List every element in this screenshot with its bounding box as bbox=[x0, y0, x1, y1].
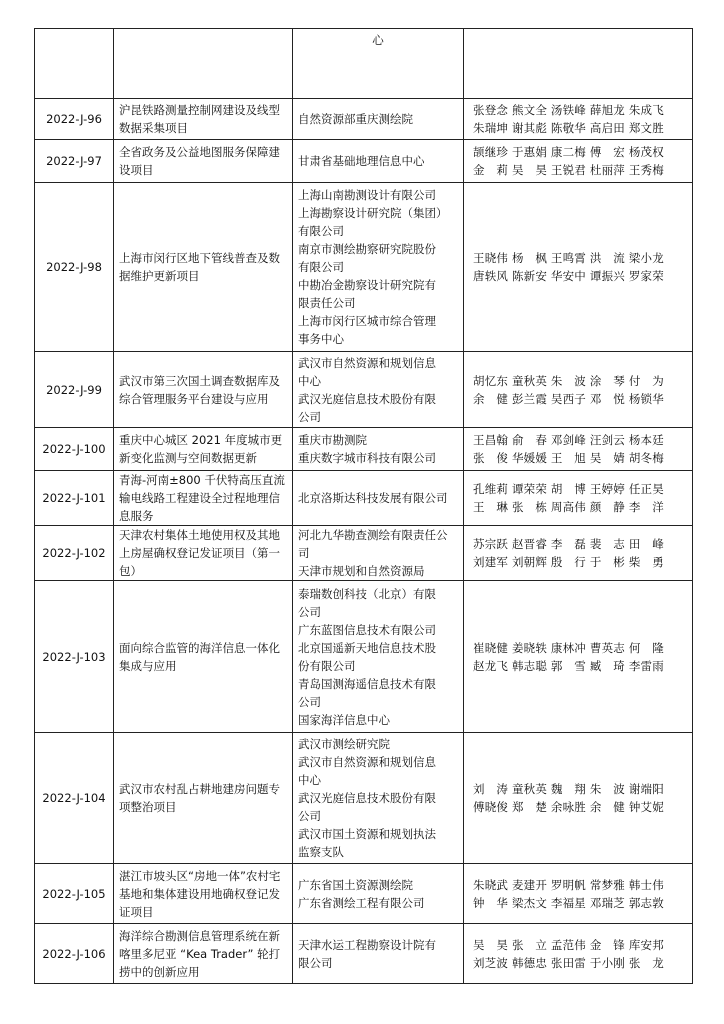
organization-name: 武汉市自然资源和规划信息 中心 bbox=[298, 755, 436, 787]
member-names-line: 张 俊 华媛媛 王 旭 吴 婧 胡冬梅 bbox=[473, 451, 664, 465]
organization-name: 心 bbox=[372, 33, 384, 47]
organization-name: 北京洛斯达科技发展有限公司 bbox=[298, 491, 448, 505]
member-names-line: 刘 涛 童秋英 魏 翔 朱 波 谢端阳 bbox=[473, 782, 664, 796]
project-name: 面向综合监管的海洋信息一体化集成与应用 bbox=[114, 581, 293, 733]
member-names-line: 余 健 彭兰霞 吴西子 邓 悦 杨锁华 bbox=[473, 391, 664, 406]
members-cell bbox=[464, 924, 693, 984]
organization-name: 甘肃省基础地理信息中心 bbox=[298, 154, 425, 168]
organization-name: 自然资源部重庆测绘院 bbox=[298, 112, 413, 126]
table-row bbox=[35, 29, 693, 99]
project-name: 天津农村集体土地使用权及其地上房屋确权登记发证项目（第一包） bbox=[114, 526, 293, 581]
project-name: 上海市闵行区地下管线普查及数据维护更新项目 bbox=[114, 183, 293, 352]
member-names-line: 颉继珍 于惠娟 康二梅 傅 宏 杨茂权 bbox=[473, 145, 664, 159]
table-row bbox=[35, 352, 693, 428]
member-names-line: 张登念 熊文全 汤铁峰 薛旭龙 朱成飞 bbox=[473, 103, 664, 117]
organization-name: 天津水运工程勘察设计院有 限公司 bbox=[298, 937, 436, 970]
members-cell bbox=[464, 183, 693, 352]
table-row bbox=[35, 581, 693, 733]
organizations-cell bbox=[293, 864, 464, 924]
members-cell bbox=[464, 526, 693, 581]
organization-name: 武汉市测绘研究院 bbox=[298, 737, 390, 751]
project-id: 2022-J-97 bbox=[35, 140, 114, 183]
organization-name: 武汉市国土资源和规划执法 监察支队 bbox=[298, 827, 436, 859]
member-names-line: 金 莉 吴 昊 王锐君 杜丽萍 王秀梅 bbox=[473, 163, 664, 177]
organization-name: 重庆市勘测院 bbox=[298, 433, 367, 447]
member-names-line: 胡忆东 童秋英 朱 波 涂 琴 付 为 bbox=[473, 373, 664, 388]
organizations-cell bbox=[293, 428, 464, 471]
organizations-cell bbox=[293, 140, 464, 183]
organizations-cell bbox=[293, 183, 464, 352]
member-names-line: 刘芝波 韩德忠 张田雷 于小刚 张 龙 bbox=[473, 955, 664, 970]
members-cell bbox=[464, 864, 693, 924]
member-names-line: 唐轶风 陈新安 华安中 谭振兴 罗家荣 bbox=[473, 269, 664, 283]
organization-name: 广东省国土资源测绘院 bbox=[298, 877, 413, 892]
table-row bbox=[35, 183, 693, 352]
organizations-cell bbox=[293, 99, 464, 140]
organizations-cell bbox=[293, 471, 464, 526]
organizations-cell bbox=[293, 924, 464, 984]
project-id: 2022-J-100 bbox=[35, 428, 114, 471]
project-id: 2022-J-101 bbox=[35, 471, 114, 526]
organization-name: 青岛国测海遥信息技术有限 公司 bbox=[298, 676, 436, 709]
member-names-line: 赵龙飞 韩志聪 郭 雪 臧 琦 李雷雨 bbox=[473, 658, 664, 673]
organizations-cell bbox=[293, 29, 464, 99]
project-id: 2022-J-106 bbox=[35, 924, 114, 984]
organizations-cell bbox=[293, 733, 464, 864]
organization-name: 泰瑞数创科技（北京）有限 公司 bbox=[298, 586, 436, 619]
project-name: 武汉市农村乱占耕地建房问题专项整治项目 bbox=[114, 733, 293, 864]
table-row bbox=[35, 140, 693, 183]
members-cell bbox=[464, 428, 693, 471]
member-names-line: 傅晓俊 郑 楚 余咏胜 余 健 钟艾妮 bbox=[473, 800, 664, 814]
members-cell bbox=[464, 29, 693, 99]
project-name: 重庆中心城区 2021 年度城市更新变化监测与空间数据更新 bbox=[114, 428, 293, 471]
members-cell bbox=[464, 471, 693, 526]
organization-name: 上海山南勘测设计有限公司 bbox=[298, 188, 436, 202]
project-id: 2022-J-102 bbox=[35, 526, 114, 581]
project-id bbox=[35, 29, 114, 99]
member-names-line: 孔维莉 谭荣荣 胡 博 王婷婷 任正昊 bbox=[473, 482, 664, 496]
organization-name: 重庆数字城市科技有限公司 bbox=[298, 451, 436, 465]
member-names-line: 刘建军 刘朝辉 殷 行 于 彬 柴 勇 bbox=[473, 555, 664, 569]
project-name: 青海-河南±800 千伏特高压直流输电线路工程建设全过程地理信息服务 bbox=[114, 471, 293, 526]
member-names-line: 苏宗跃 赵晋睿 李 磊 裴 志 田 峰 bbox=[473, 537, 664, 551]
organizations-cell bbox=[293, 526, 464, 581]
project-id: 2022-J-99 bbox=[35, 352, 114, 428]
organization-name: 中勘冶金勘察设计研究院有 限责任公司 bbox=[298, 278, 436, 310]
table-row bbox=[35, 526, 693, 581]
table-row bbox=[35, 864, 693, 924]
member-names-line: 王晓伟 杨 枫 王鸣霄 洪 流 梁小龙 bbox=[473, 251, 664, 265]
member-names-line: 吴 昊 张 立 孟范伟 金 锋 库安邦 bbox=[473, 937, 664, 952]
organization-name: 武汉市自然资源和规划信息 中心 bbox=[298, 355, 436, 388]
project-name bbox=[114, 29, 293, 99]
member-names-line: 王 琳 张 栋 周高伟 颜 静 李 洋 bbox=[473, 500, 664, 514]
member-names-line: 朱瑞坤 谢其彪 陈敬华 高启田 郑文胜 bbox=[473, 121, 664, 135]
members-cell bbox=[464, 733, 693, 864]
awards-table-body bbox=[35, 29, 693, 984]
project-id: 2022-J-104 bbox=[35, 733, 114, 864]
members-cell bbox=[464, 99, 693, 140]
table-row bbox=[35, 428, 693, 471]
organization-name: 广东省测绘工程有限公司 bbox=[298, 895, 425, 910]
members-cell bbox=[464, 140, 693, 183]
table-row bbox=[35, 924, 693, 984]
organization-name: 北京国遥新天地信息技术股 份有限公司 bbox=[298, 640, 436, 673]
table-row bbox=[35, 99, 693, 140]
members-cell bbox=[464, 581, 693, 733]
project-id: 2022-J-96 bbox=[35, 99, 114, 140]
project-id: 2022-J-98 bbox=[35, 183, 114, 352]
project-name: 沪昆铁路测量控制网建设及线型数据采集项目 bbox=[114, 99, 293, 140]
project-name: 武汉市第三次国土调查数据库及综合管理服务平台建设与应用 bbox=[114, 352, 293, 428]
table-row bbox=[35, 471, 693, 526]
organization-name: 上海市闵行区城市综合管理 事务中心 bbox=[298, 314, 436, 346]
organization-name: 天津市规划和自然资源局 bbox=[298, 564, 425, 578]
table-row bbox=[35, 733, 693, 864]
awards-table bbox=[34, 28, 693, 984]
member-names-line: 朱晓武 麦建开 罗明帆 常梦雅 韩士伟 bbox=[473, 877, 664, 892]
project-id: 2022-J-105 bbox=[35, 864, 114, 924]
member-names-line: 王昌翰 俞 春 邓剑峰 汪剑云 杨本廷 bbox=[473, 433, 664, 447]
organizations-cell bbox=[293, 352, 464, 428]
project-name: 海洋综合勘测信息管理系统在新喀里多尼亚 “Kea Trader” 轮打捞中的创新应用 bbox=[114, 924, 293, 984]
organization-name: 广东蓝图信息技术有限公司 bbox=[298, 622, 436, 637]
organization-name: 武汉光庭信息技术股份有限 公司 bbox=[298, 391, 436, 424]
members-cell bbox=[464, 352, 693, 428]
project-id: 2022-J-103 bbox=[35, 581, 114, 733]
member-names-line: 崔晓健 姜晓轶 康林冲 曹英志 何 隆 bbox=[473, 640, 664, 655]
organization-name: 河北九华勘查测绘有限责任公司 bbox=[298, 528, 448, 560]
organization-name: 上海勘察设计研究院（集团） 有限公司 bbox=[298, 206, 448, 238]
organization-name: 国家海洋信息中心 bbox=[298, 712, 390, 727]
project-name: 全省政务及公益地图服务保障建设项目 bbox=[114, 140, 293, 183]
project-name: 湛江市坡头区“房地一体”农村宅基地和集体建设用地确权登记发证项目 bbox=[114, 864, 293, 924]
organization-name: 武汉光庭信息技术股份有限 公司 bbox=[298, 791, 436, 823]
organizations-cell bbox=[293, 581, 464, 733]
member-names-line: 钟 华 梁杰文 李福星 邓瑞芝 郭志敦 bbox=[473, 895, 664, 910]
organization-name: 南京市测绘勘察研究院股份 有限公司 bbox=[298, 242, 436, 274]
